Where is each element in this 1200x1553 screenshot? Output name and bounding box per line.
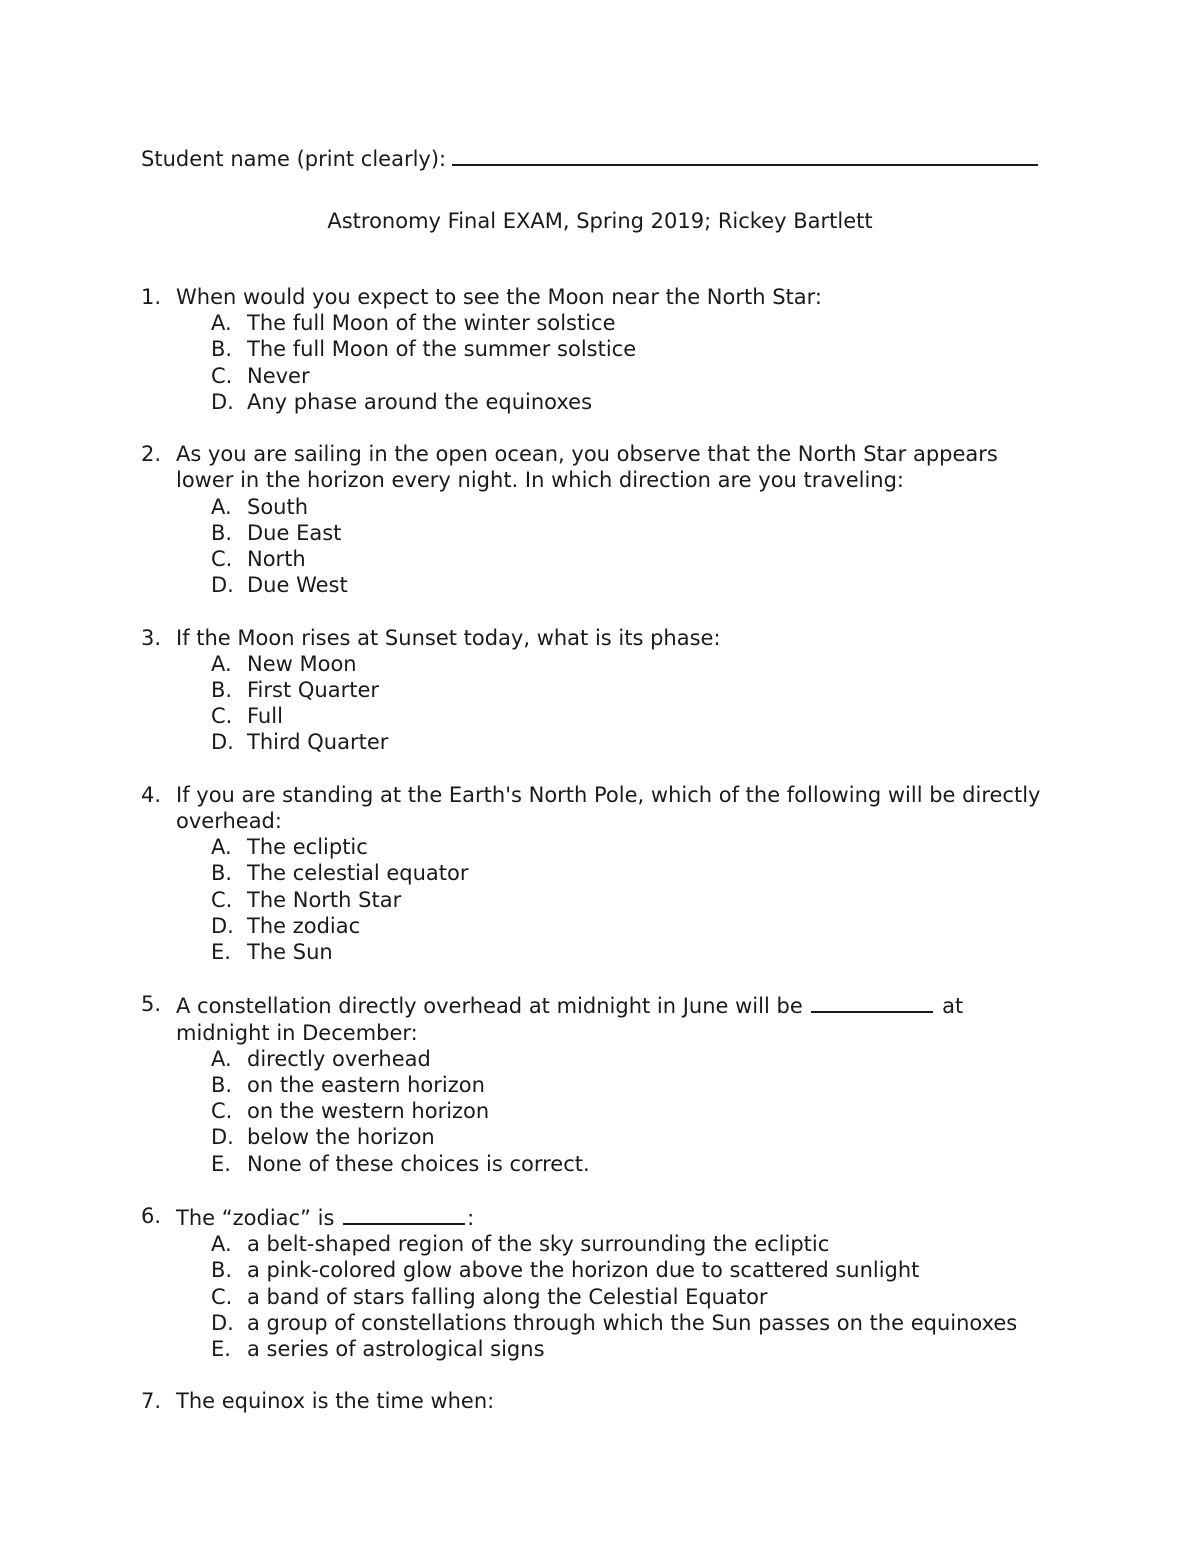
answer-option (141, 913, 1061, 939)
option-letter: C. (211, 363, 233, 388)
option-letter: A. (211, 835, 232, 860)
question-text-before-blank: A constellation directly overhead at midnight in June will be (176, 994, 803, 1019)
option-text: Due East (247, 520, 342, 545)
option-text: on the eastern horizon (247, 1073, 485, 1098)
option-text: The full Moon of the summer solstice (247, 337, 637, 362)
option-text: South (247, 494, 309, 519)
option-text: a band of stars falling along the Celestial Equator (247, 1284, 768, 1309)
option-letter: B. (211, 678, 233, 703)
answer-option (141, 572, 1061, 598)
option-text: Third Quarter (247, 730, 389, 755)
option-letter: C. (211, 887, 233, 912)
option-text: directly overhead (247, 1046, 431, 1071)
question-number: 3. (141, 625, 162, 650)
student-name-label: Student name (print clearly): (141, 147, 447, 171)
option-letter: A. (211, 1046, 232, 1071)
option-text: New Moon (247, 651, 357, 676)
option-letter: D. (211, 913, 234, 938)
option-letter: B. (211, 1073, 233, 1098)
option-letter: A. (211, 494, 232, 519)
option-letter: D. (211, 1125, 234, 1150)
question-number: 1. (141, 285, 162, 309)
option-letter: C. (211, 547, 233, 572)
option-letter: C. (211, 704, 233, 729)
question-text (176, 1203, 1061, 1231)
answer-option (141, 336, 1061, 362)
answer-option (141, 860, 1061, 886)
answer-option (141, 389, 1061, 415)
student-name-blank[interactable] (452, 140, 1038, 166)
option-letter: C. (211, 1099, 233, 1124)
option-text: The zodiac (247, 913, 361, 938)
answer-option (141, 520, 1061, 546)
option-text: None of these choices is correct. (247, 1151, 590, 1176)
question-stem (141, 1203, 1061, 1231)
question-number: 5. (141, 992, 162, 1017)
answer-option (141, 1124, 1061, 1150)
question-text-before-blank: The “zodiac” is (176, 1206, 335, 1231)
question-number: 7. (141, 1389, 162, 1414)
option-text: a group of constellations through which the Sun passes on the equinoxes (247, 1310, 1018, 1335)
question-7 (141, 1388, 1061, 1414)
answer-option (141, 677, 1061, 703)
option-text: The Sun (247, 940, 333, 965)
answer-option (141, 703, 1061, 729)
question-text: If you are standing at the Earth's North Pole, which of the following will be directly overhead: (176, 782, 1041, 834)
answer-option (141, 729, 1061, 755)
option-letter: B. (211, 520, 233, 545)
option-letter: A. (211, 651, 232, 676)
question-text: When would you expect to see the Moon near the North Star: (176, 285, 822, 309)
option-text: The ecliptic (247, 835, 368, 860)
option-text: Due West (247, 573, 348, 598)
answer-option (141, 1046, 1061, 1072)
option-letter: D. (211, 389, 234, 414)
option-letter: B. (211, 337, 233, 362)
student-name-line (141, 140, 1038, 174)
option-letter: C. (211, 1284, 233, 1309)
question-text (176, 991, 1061, 1045)
question-number: 6. (141, 1204, 162, 1229)
answer-option (141, 887, 1061, 913)
option-text: The full Moon of the winter solstice (247, 311, 616, 336)
option-letter: D. (211, 573, 234, 598)
question-3 (141, 625, 1061, 756)
answer-option (141, 939, 1061, 965)
question-text-after-blank: : (467, 1206, 475, 1231)
option-letter: A. (211, 311, 232, 336)
answer-option (141, 546, 1061, 572)
option-letter: E. (211, 1337, 231, 1362)
question-stem (141, 284, 1061, 310)
answer-option (141, 1098, 1061, 1124)
option-text: Any phase around the equinoxes (247, 389, 593, 414)
question-1 (141, 284, 1061, 415)
option-text: Never (247, 363, 310, 388)
option-text: North (247, 547, 306, 572)
option-letter: D. (211, 1310, 234, 1335)
answer-option (141, 494, 1061, 520)
fill-in-blank (811, 991, 933, 1013)
option-text: The North Star (247, 887, 402, 912)
option-letter: E. (211, 940, 231, 965)
option-letter: E. (211, 1151, 231, 1176)
question-number: 4. (141, 782, 162, 807)
question-stem (141, 991, 1061, 1045)
answer-option (141, 1257, 1061, 1283)
answer-option (141, 1310, 1061, 1336)
answer-option (141, 310, 1061, 336)
answer-option (141, 1151, 1061, 1177)
option-letter: B. (211, 1258, 233, 1283)
option-text: Full (247, 704, 283, 729)
answer-option (141, 363, 1061, 389)
question-list (141, 284, 1061, 1441)
question-stem (141, 1388, 1061, 1414)
option-text: a pink-colored glow above the horizon due to scattered sunlight (247, 1258, 920, 1283)
fill-in-blank (343, 1203, 465, 1225)
question-stem (141, 441, 1061, 493)
option-letter: B. (211, 861, 233, 886)
question-stem (141, 625, 1061, 651)
question-number: 2. (141, 442, 162, 467)
answer-option (141, 651, 1061, 677)
question-4 (141, 782, 1061, 965)
question-text: As you are sailing in the open ocean, you observe that the North Star appears lower in the horizon every night. In which direction are you traveling: (176, 442, 998, 493)
option-text: a belt-shaped region of the sky surrounding the ecliptic (247, 1232, 830, 1257)
question-stem (141, 782, 1061, 834)
exam-title: Astronomy Final EXAM, Spring 2019; Rickey Bartlett (327, 209, 873, 233)
question-5 (141, 991, 1061, 1176)
option-text: on the western horizon (247, 1099, 490, 1124)
option-text: The celestial equator (247, 861, 469, 886)
question-text: The equinox is the time when: (176, 1389, 495, 1414)
answer-option (141, 1336, 1061, 1362)
answer-option (141, 1284, 1061, 1310)
answer-option (141, 834, 1061, 860)
answer-option (141, 1231, 1061, 1257)
question-text: If the Moon rises at Sunset today, what is its phase: (176, 625, 721, 650)
answer-option (141, 1072, 1061, 1098)
question-6 (141, 1203, 1061, 1362)
option-text: a series of astrological signs (247, 1337, 545, 1362)
option-letter: D. (211, 730, 234, 755)
question-text-after-blank: at midnight in December: (176, 994, 964, 1045)
option-letter: A. (211, 1232, 232, 1257)
option-text: below the horizon (247, 1125, 435, 1150)
question-2 (141, 441, 1061, 598)
option-text: First Quarter (247, 678, 379, 703)
